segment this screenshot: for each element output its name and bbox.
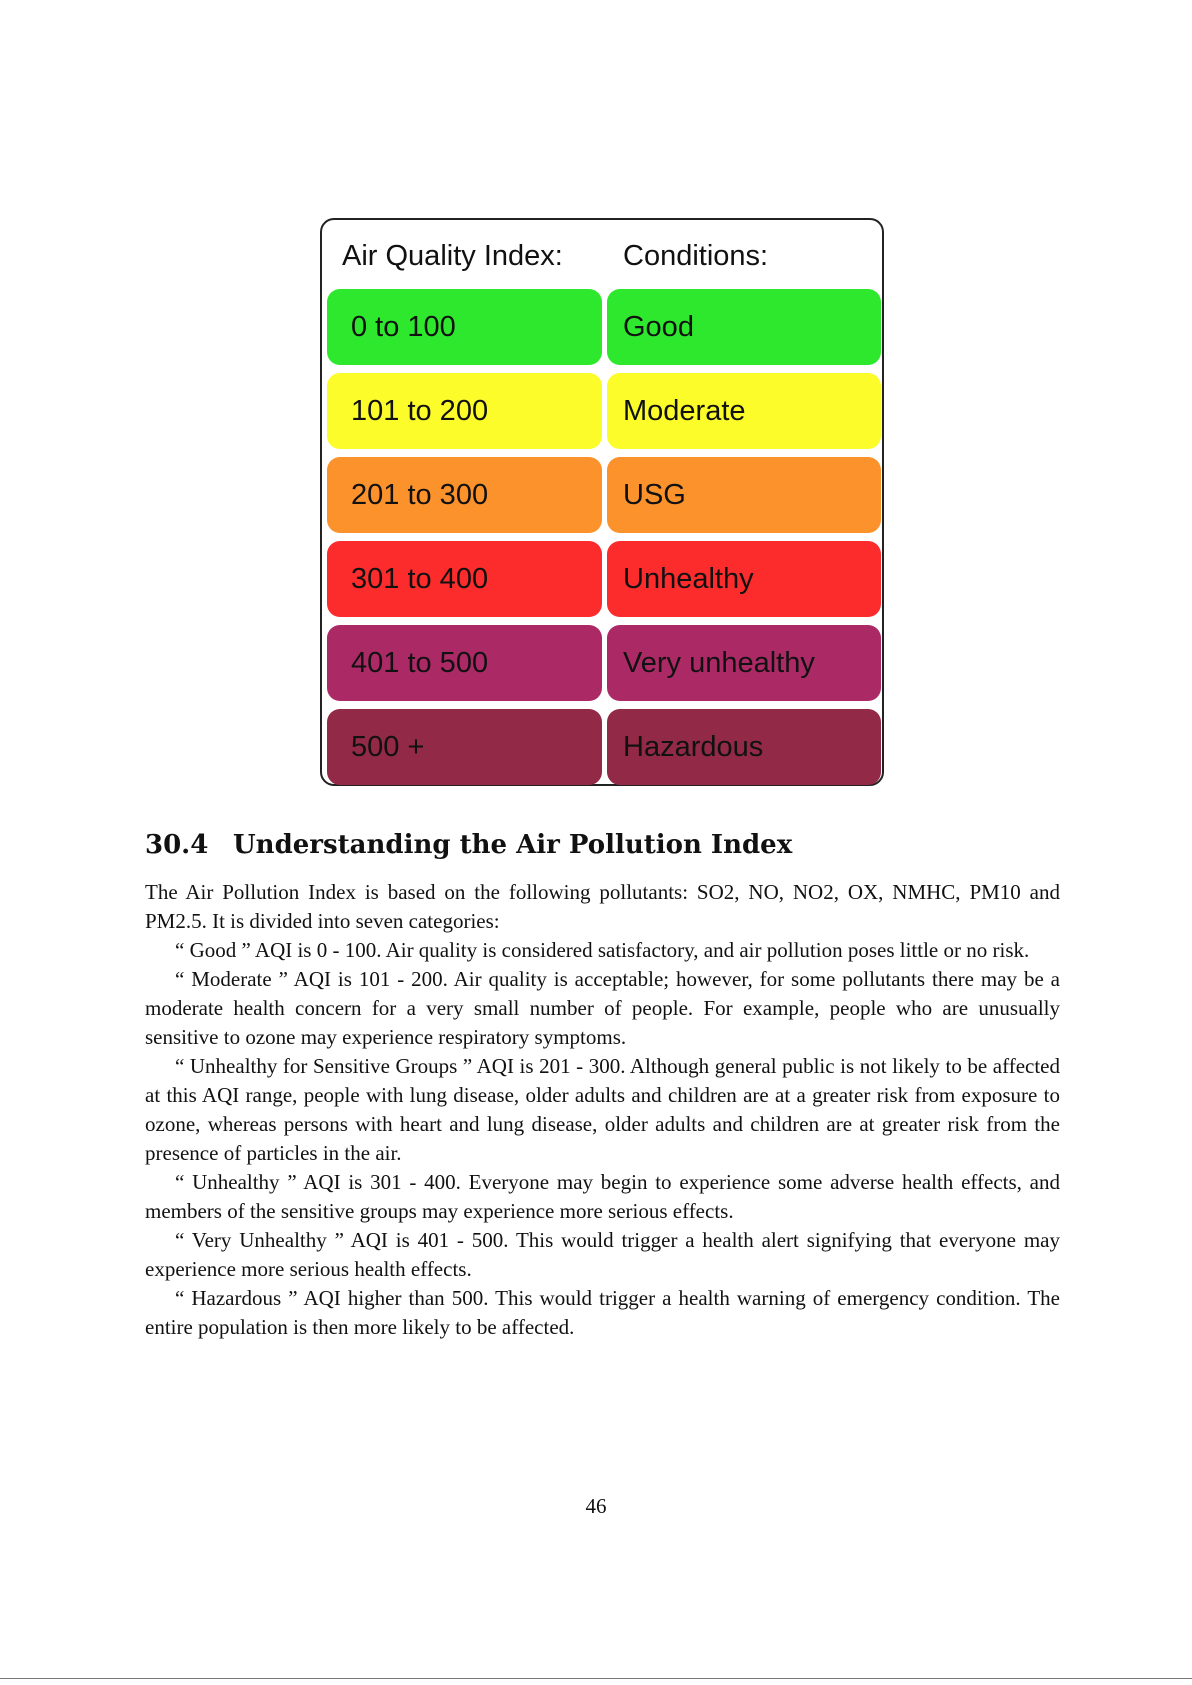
aqi-row <box>327 289 881 365</box>
aqi-condition-cell: Very unhealthy <box>607 625 881 701</box>
aqi-condition-cell: Moderate <box>607 373 881 449</box>
page-number: 46 <box>585 1494 607 1518</box>
section-number: 30.4 <box>145 830 209 860</box>
aqi-row <box>327 373 881 449</box>
aqi-row <box>327 709 881 785</box>
aqi-range-cell: 500 + <box>327 709 602 785</box>
aqi-row <box>327 457 881 533</box>
aqi-condition-cell: USG <box>607 457 881 533</box>
aqi-figure <box>320 218 884 786</box>
aqi-row <box>327 541 881 617</box>
section-30-4 <box>145 830 1060 1342</box>
aqi-range-cell: 0 to 100 <box>327 289 602 365</box>
aqi-range-cell: 301 to 400 <box>327 541 602 617</box>
aqi-rows <box>327 289 881 793</box>
aqi-header-index: Air Quality Index: <box>342 240 563 272</box>
paragraph-hazardous: “ Hazardous ” AQI higher than 500. This would trigger a health warning of emergency condition. The entire population is then more likely to be affected. <box>145 1286 1060 1339</box>
aqi-range-cell: 201 to 300 <box>327 457 602 533</box>
paragraph-usg: “ Unhealthy for Sensitive Groups ” AQI is 201 - 300. Although general public is not likely to be affected at this AQI range, people with lung disease, older adults and children are at a greater risk from exposure to ozone, whereas persons with heart and lung disease, older adults and children are at greater risk from the presence of particles in the air. <box>145 1054 1060 1165</box>
bottom-rule <box>0 1678 1192 1679</box>
paragraph-very-unhealthy: “ Very Unhealthy ” AQI is 401 - 500. This would trigger a health alert signifying that everyone may experience more serious health effects. <box>145 1228 1060 1281</box>
aqi-condition-cell: Hazardous <box>607 709 881 785</box>
aqi-range-cell: 401 to 500 <box>327 625 602 701</box>
paragraph-good: “ Good ” AQI is 0 - 100. Air quality is considered satisfactory, and air pollution poses little or no risk. <box>175 938 1030 962</box>
aqi-header-conditions: Conditions: <box>623 240 769 272</box>
aqi-row <box>327 625 881 701</box>
paragraph-unhealthy: “ Unhealthy ” AQI is 301 - 400. Everyone may begin to experience some adverse health effects, and members of the sensitive groups may experience more serious effects. <box>145 1170 1060 1223</box>
section-title: Understanding the Air Pollution Index <box>233 830 793 860</box>
paragraph-moderate: “ Moderate ” AQI is 101 - 200. Air quality is acceptable; however, for some pollutants there may be a moderate health concern for a very small number of people. For example, people who are unusually sensitive to ozone may experience respiratory symptoms. <box>145 967 1060 1049</box>
section-heading <box>145 830 1060 860</box>
aqi-condition-cell: Good <box>607 289 881 365</box>
aqi-range-cell: 101 to 200 <box>327 373 602 449</box>
aqi-condition-cell: Unhealthy <box>607 541 881 617</box>
paragraph-intro: The Air Pollution Index is based on the following pollutants: SO2, NO, NO2, OX, NMHC, PM10 and PM2.5. It is divided into seven categories: <box>145 880 1060 933</box>
